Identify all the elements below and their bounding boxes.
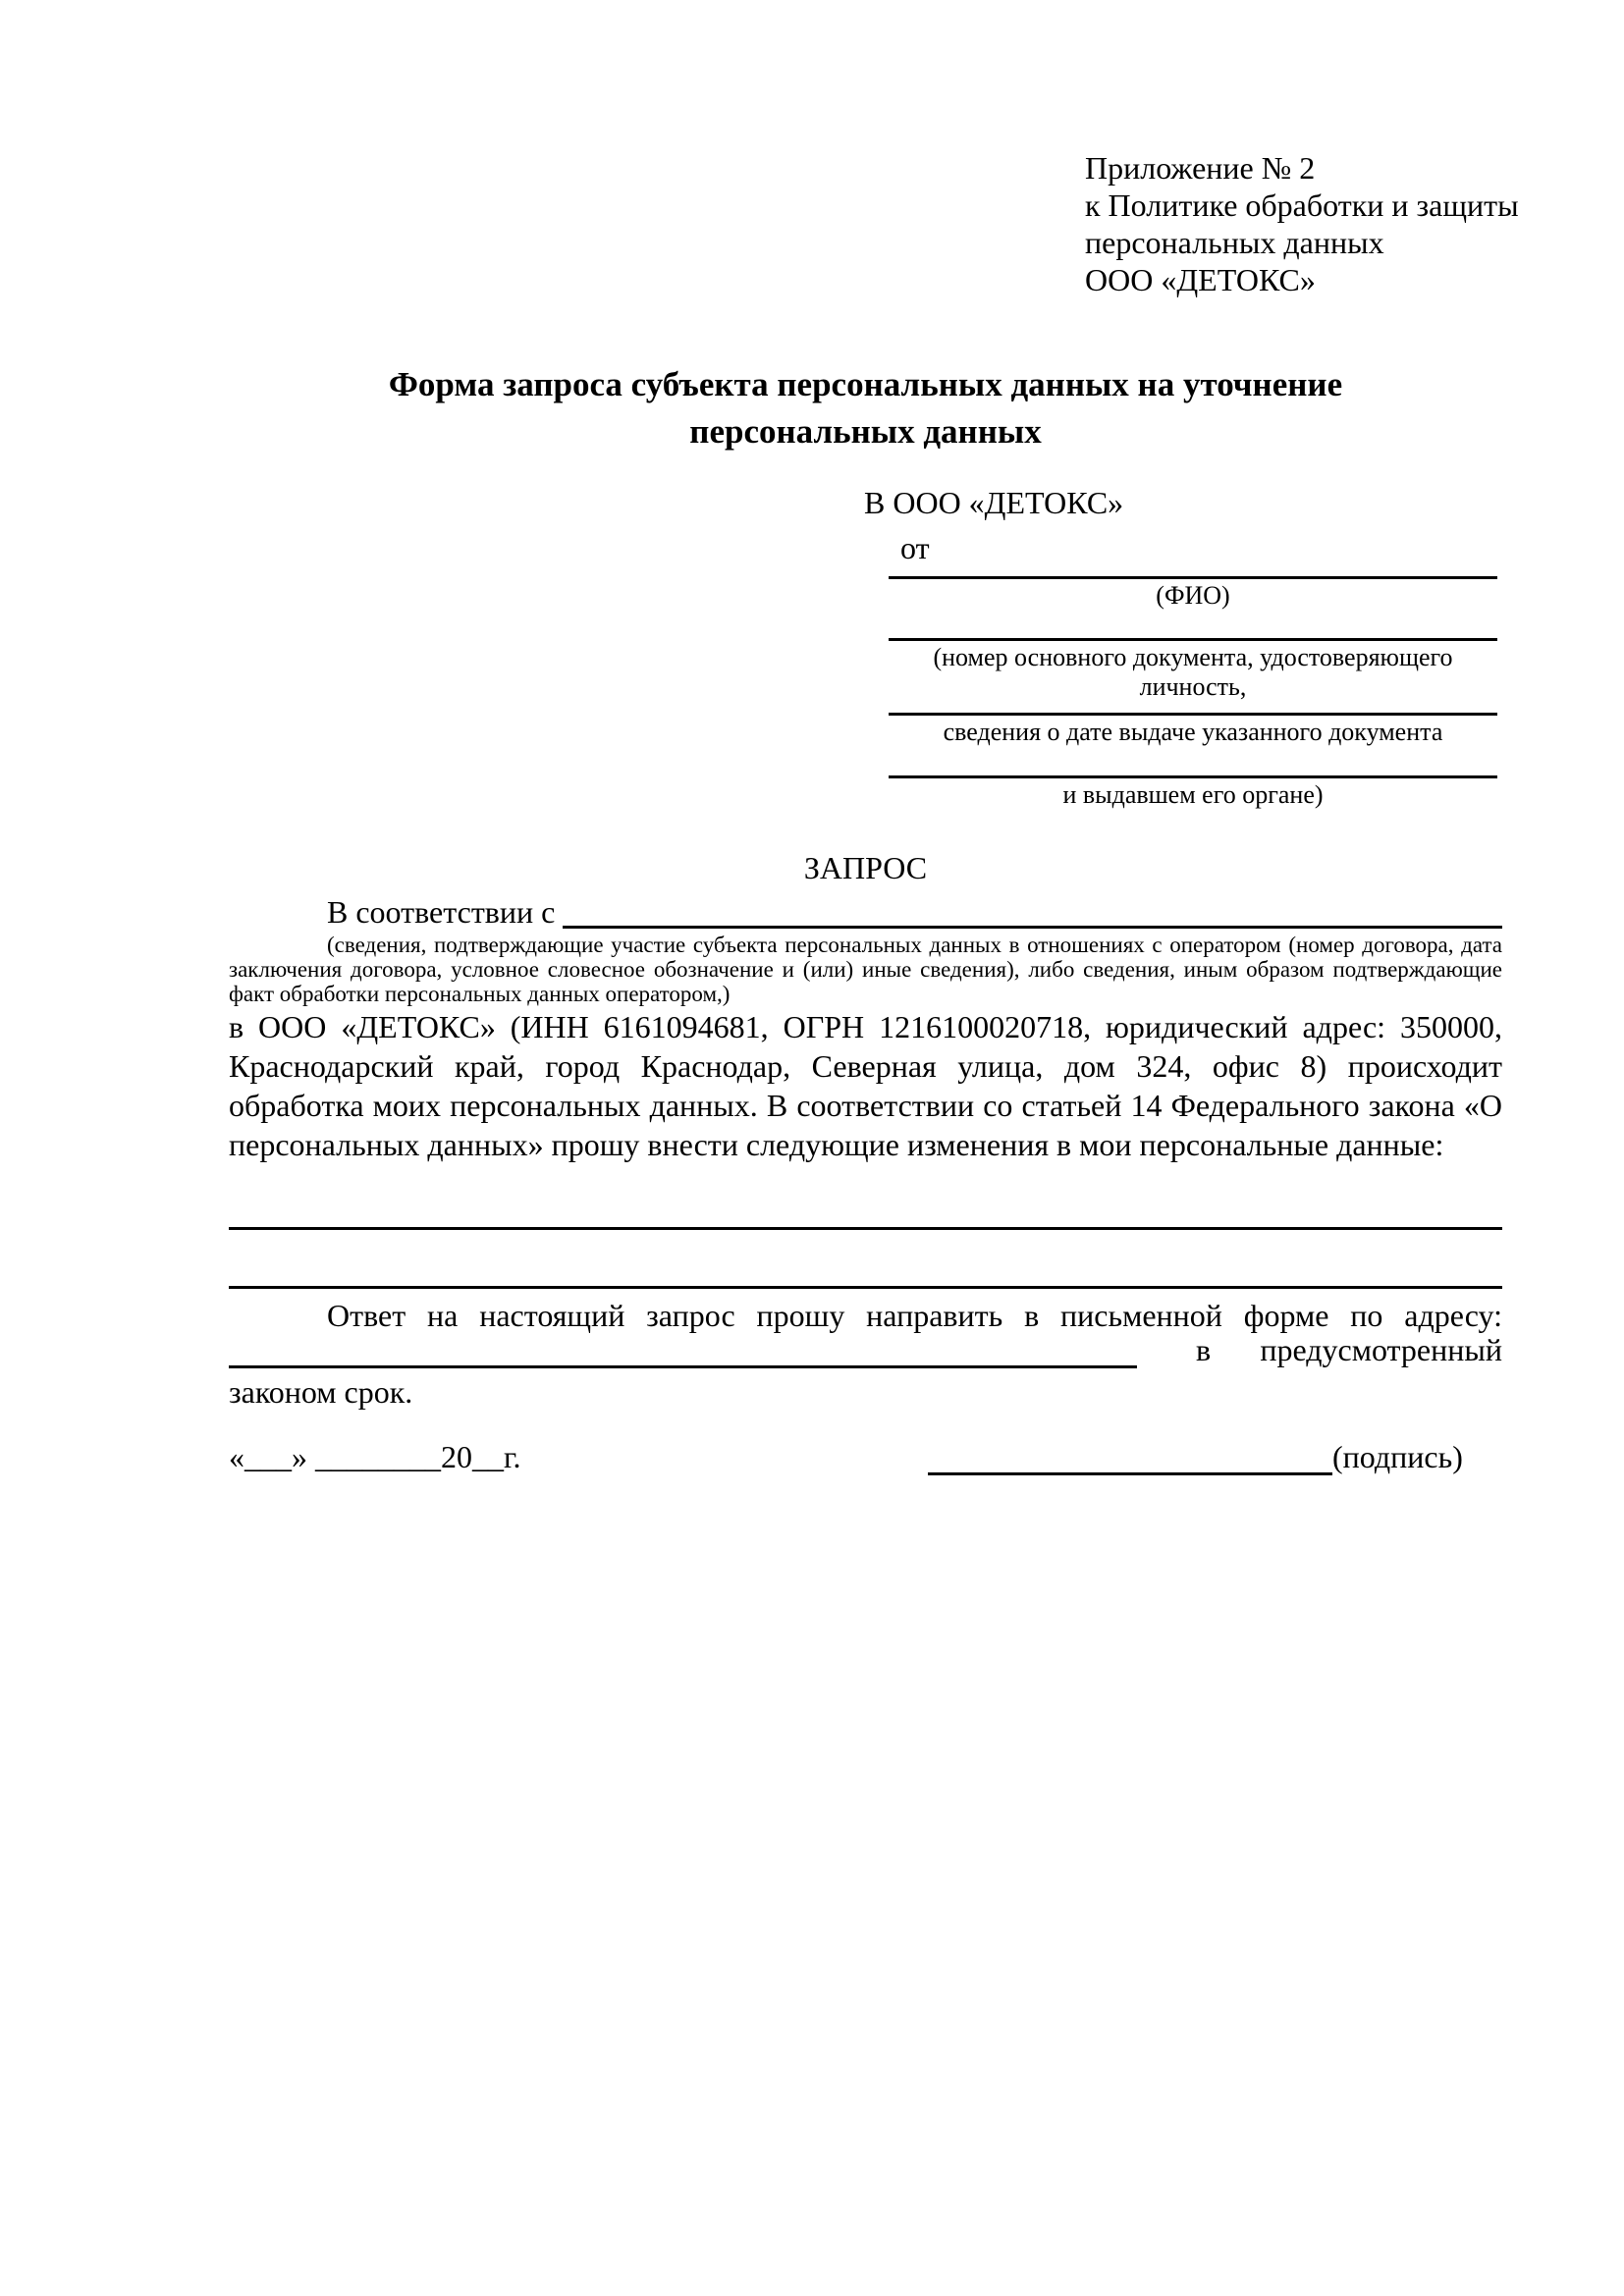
field-issue-date-caption: сведения о дате выдаче указанного документа	[943, 718, 1443, 746]
field-fio	[889, 576, 1497, 611]
appendix-block	[1085, 149, 1519, 298]
signature-caption: (подпись)	[1332, 1439, 1463, 1474]
appendix-line: Приложение № 2	[1085, 150, 1316, 186]
request-intro-prefix: В соответствии с	[327, 894, 556, 930]
signature-blank-line	[928, 1412, 1332, 1475]
date-line: «___» ________20__г.	[229, 1439, 521, 1474]
appendix-line: к Политике обработки и защиты	[1085, 187, 1519, 223]
blank-fill-line	[229, 1227, 1502, 1230]
answer-paragraph-line2	[229, 1329, 1502, 1368]
addressee-organization: В ООО «ДЕТОКС»	[864, 485, 1124, 520]
blank-fill-line	[229, 1332, 1137, 1368]
request-body-paragraph: в ООО «ДЕТОКС» (ИНН 6161094681, ОГРН 1216100020718, юридический адрес: 350000, Краснодарский край, город Краснодар, Северная улица, дом 324, офис 8) происходит обработка моих персональных данных. В соответствии со статьей 14 Федерального закона «О персональных данных» прошу внести следующие изменения в мои персональные данные:	[229, 1009, 1502, 1162]
answer-word: в	[1196, 1332, 1212, 1367]
addressee-from-label: от	[900, 530, 930, 565]
appendix-line: ООО «ДЕТОКС»	[1085, 262, 1316, 297]
form-title-line1: Форма запроса субъекта персональных данных на уточнение	[388, 365, 1343, 403]
request-intro-line	[229, 893, 1502, 931]
field-issue-date	[889, 713, 1497, 747]
appendix-line: персональных данных	[1085, 225, 1384, 260]
answer-paragraph-line1: Ответ на настоящий запрос прошу направить в письменной форме по адресу:	[327, 1298, 1502, 1333]
field-issuing-authority	[889, 775, 1497, 810]
field-issuing-authority-caption: и выдавшем его органе)	[1062, 780, 1324, 809]
blank-fill-line	[563, 896, 1502, 929]
field-document-number-caption: (номер основного документа, удостоверяющего личность,	[933, 643, 1453, 701]
field-fio-caption: (ФИО)	[1156, 581, 1230, 610]
answer-word: предусмотренный	[1260, 1332, 1502, 1367]
field-document-number	[889, 638, 1497, 702]
request-intro-caption: (сведения, подтверждающие участие субъекта персональных данных в отношениях с оператором (номер договора, дата заключения договора, условное словесное обозначение и (или) иные сведения), либо сведения, иным образом подтверждающие факт обработки персональных данных оператором,)	[229, 933, 1502, 1006]
form-title-line2: персональных данных	[689, 412, 1042, 451]
request-heading: ЗАПРОС	[803, 850, 928, 885]
signature-block	[928, 1412, 1463, 1475]
blank-fill-line	[229, 1286, 1502, 1289]
answer-paragraph-line3: законом срок.	[229, 1374, 413, 1410]
form-title	[229, 361, 1502, 455]
